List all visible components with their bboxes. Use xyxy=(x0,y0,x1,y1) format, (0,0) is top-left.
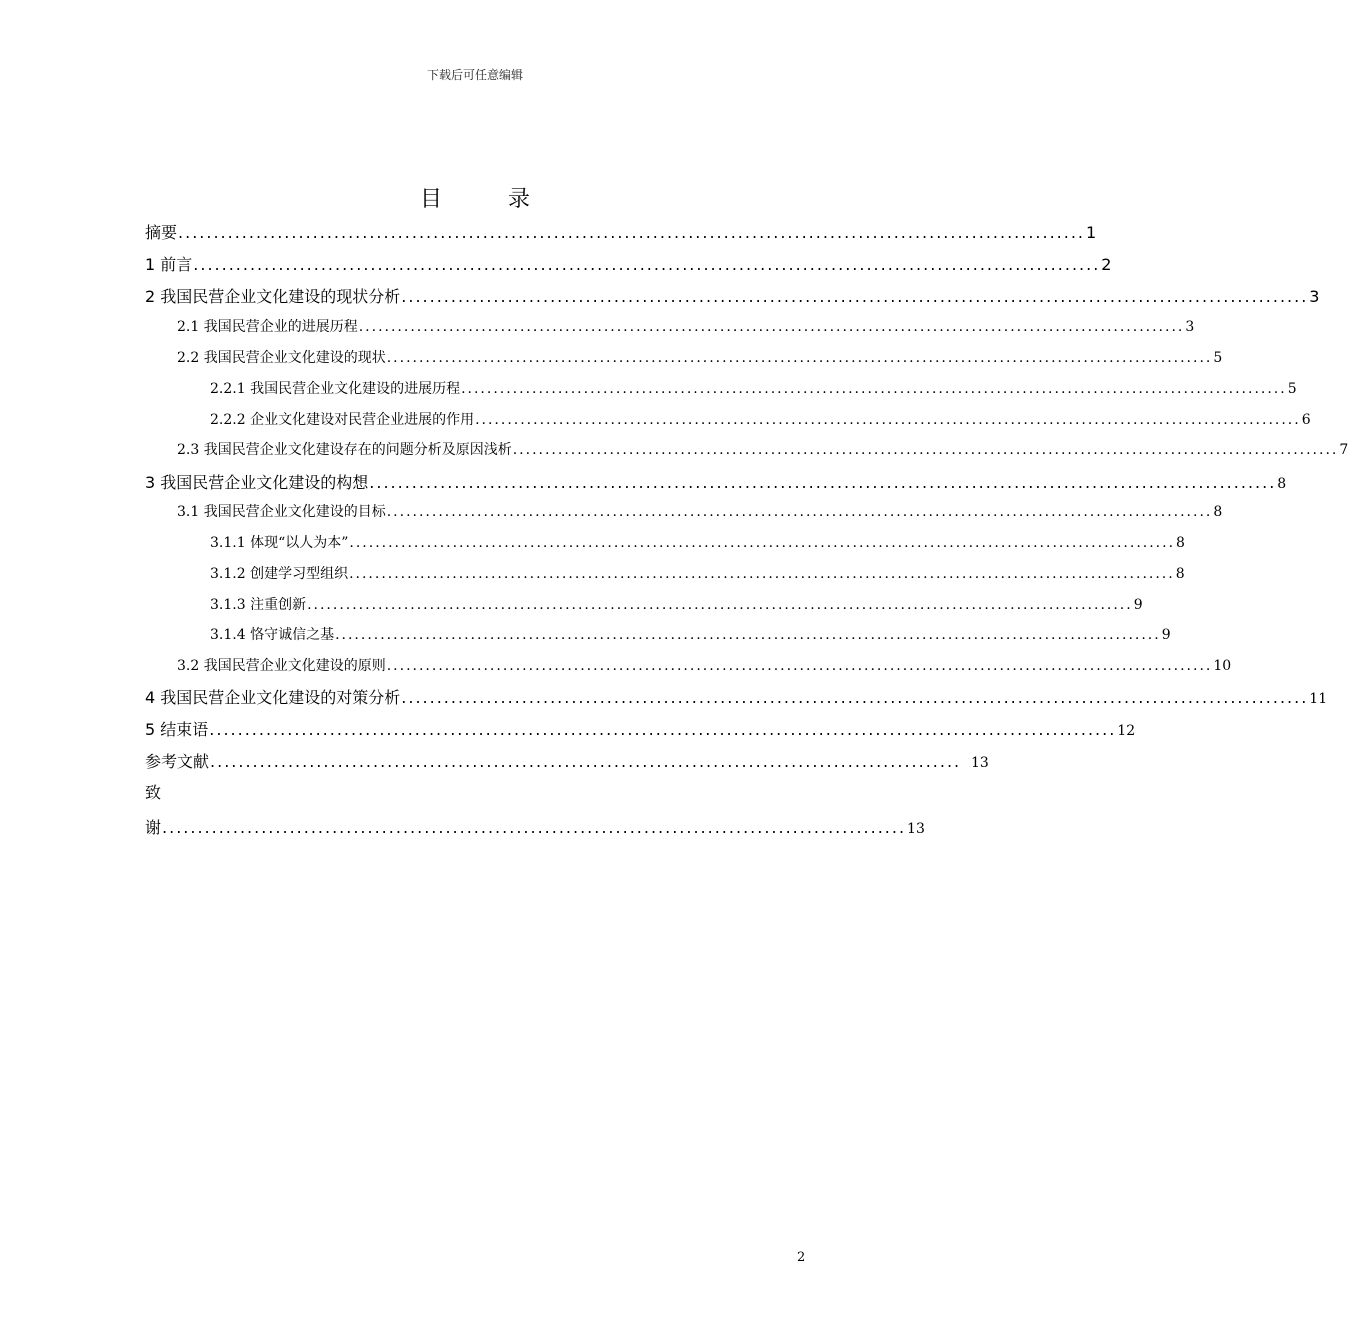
toc-entry-3-1-1[interactable]: 3.1.1 体现“以人为本” ................................................................................................................................ 8 xyxy=(210,535,1185,551)
toc-entry-2-1[interactable]: 2.1 我国民营企业的进展历程 ................................................................................................................................ 3 xyxy=(177,319,1195,335)
toc-entry-3-1-4[interactable]: 3.1.4 恪守诚信之基 ................................................................................................................................ 9 xyxy=(210,627,1171,643)
toc-entry-chapter-3[interactable]: 3 我国民营企业文化建设的构想 ................................................................................................................................ 8 xyxy=(145,473,1287,492)
toc-entry-references[interactable]: 参考文献 .......................................................................................................... 13 xyxy=(145,752,989,771)
toc-entry-2-2-1[interactable]: 2.2.1 我国民营企业文化建设的进展历程 ................................................................................................................................ 5 xyxy=(210,381,1297,397)
toc-entry-chapter-4[interactable]: 4 我国民营企业文化建设的对策分析 ................................................................................................................................ 11 xyxy=(145,688,1328,707)
toc-entry-chapter-2[interactable]: 2 我国民营企业文化建设的现状分析 ................................................................................................................................ 3 xyxy=(145,287,1320,306)
page-number: 2 xyxy=(797,1250,806,1265)
toc-title-left: 目 xyxy=(419,187,442,212)
toc-entry-2-3[interactable]: 2.3 我国民营企业文化建设存在的问题分析及原因浅析 ................................................................................................................................ 7 xyxy=(177,442,1348,458)
toc-entry-3-1-3[interactable]: 3.1.3 注重创新 ................................................................................................................................ 9 xyxy=(210,597,1143,613)
toc-entry-acknowledgement-first-char: 致 xyxy=(145,783,162,802)
toc-entry-3-1-2[interactable]: 3.1.2 创建学习型组织 ................................................................................................................................ 8 xyxy=(210,566,1185,582)
toc-entry-2-2[interactable]: 2.2 我国民营企业文化建设的现状 ................................................................................................................................ 5 xyxy=(177,350,1223,366)
toc-entry-3-1[interactable]: 3.1 我国民营企业文化建设的目标 ................................................................................................................................ 8 xyxy=(177,504,1223,520)
toc-entry-chapter-5[interactable]: 5 结束语 ................................................................................................................................ 12 xyxy=(145,720,1136,739)
toc-title xyxy=(0,182,950,213)
header-note: 下载后可任意编辑 xyxy=(426,68,523,82)
toc-entry-3-2[interactable]: 3.2 我国民营企业文化建设的原则 ................................................................................................................................ 10 xyxy=(177,658,1232,674)
toc-entry-acknowledgement[interactable]: 谢 ......................................................................................................... 13 xyxy=(145,818,925,837)
toc-entry-2-2-2[interactable]: 2.2.2 企业文化建设对民营企业进展的作用 ................................................................................................................................ 6 xyxy=(210,412,1311,428)
toc-entry-preface[interactable]: 1 前言 ................................................................................................................................ 2 xyxy=(145,255,1112,274)
toc-title-right: 录 xyxy=(508,187,531,212)
toc-entry-abstract[interactable]: 摘要 ................................................................................................................................ 1 xyxy=(145,223,1097,242)
